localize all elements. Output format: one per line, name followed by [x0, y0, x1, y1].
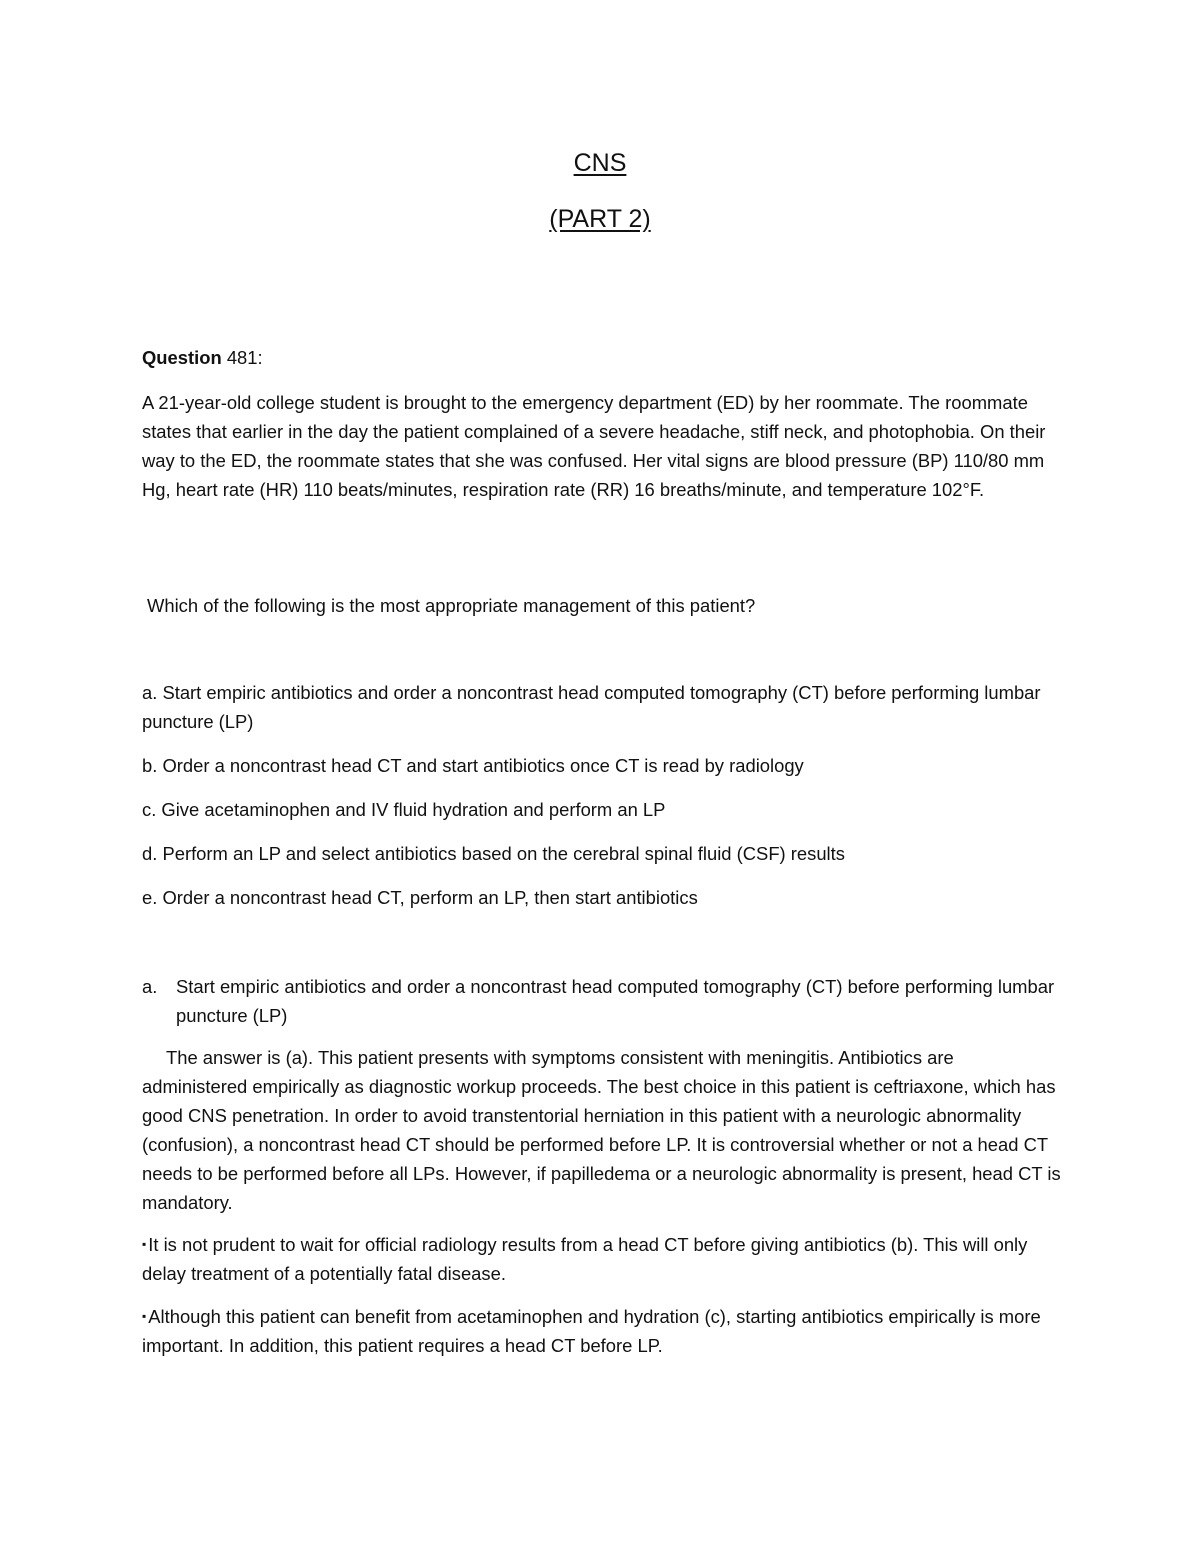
explanation-bullet — [142, 1302, 1062, 1360]
answer-explanation — [142, 1043, 1062, 1217]
option-d: d. Perform an LP and select antibiotics based on the cerebral spinal fluid (CSF) results — [142, 843, 845, 864]
question-stem: A 21-year-old college student is brought to the emergency department (ED) by her roommate. The roommate states that earlier in the day the patient complained of a severe headache, stiff neck, and photophobia. On their way to the ED, the roommate states that she was confused. Her vital signs are blood pressure (BP) 110/80 mm Hg, heart rate (HR) 110 beats/minutes, respiration rate (RR) 16 breaths/minute, and temperature 102°F. — [142, 392, 1046, 500]
option-a: a. Start empiric antibiotics and order a noncontrast head computed tomography (CT) before performing lumbar puncture (LP) — [142, 682, 1041, 732]
title-part: (PART 2) — [549, 205, 651, 233]
bullet-text: It is not prudent to wait for official radiology results from a head CT before giving antibiotics (b). This will only delay treatment of a potentially fatal disease. — [142, 1234, 1028, 1284]
explanation-paragraph: The answer is (a). This patient presents with symptoms consistent with meningitis. Antibiotics are administered empirically as diagnostic workup proceeds. The best choice in this patient is ceftriaxone, which has good CNS penetration. In order to avoid transtentorial herniation in this patient with a neurologic abnormality (confusion), a noncontrast head CT should be performed before LP. It is controversial whether or not a head CT needs to be performed before all LPs. However, if papilledema or a neurologic abnormality is present, head CT is mandatory. — [142, 1047, 1061, 1213]
option-b: b. Order a noncontrast head CT and start antibiotics once CT is read by radiology — [142, 755, 804, 776]
correct-answer-letter: a. — [142, 976, 158, 997]
bullet-icon: ▪ — [142, 1309, 147, 1323]
option-c: c. Give acetaminophen and IV fluid hydration and perform an LP — [142, 799, 666, 820]
question-prompt: Which of the following is the most appropriate management of this patient? — [147, 595, 756, 616]
bullet-text: Although this patient can benefit from acetaminophen and hydration (c), starting antibiotics empirically is more important. In addition, this patient requires a head CT before LP. — [142, 1306, 1041, 1356]
question-label — [142, 343, 1062, 372]
explanation-bullet — [142, 1230, 1062, 1288]
bullet-icon: ▪ — [142, 1237, 147, 1251]
correct-answer — [142, 972, 1062, 1030]
option-e: e. Order a noncontrast head CT, perform an LP, then start antibiotics — [142, 887, 698, 908]
correct-answer-text: Start empiric antibiotics and order a noncontrast head computed tomography (CT) before performing lumbar puncture (LP) — [176, 976, 1055, 1026]
question-number: 481: — [221, 347, 263, 368]
title-cns: CNS — [573, 149, 627, 177]
answer-options — [142, 678, 1062, 927]
question-label-word: Question — [142, 347, 222, 368]
